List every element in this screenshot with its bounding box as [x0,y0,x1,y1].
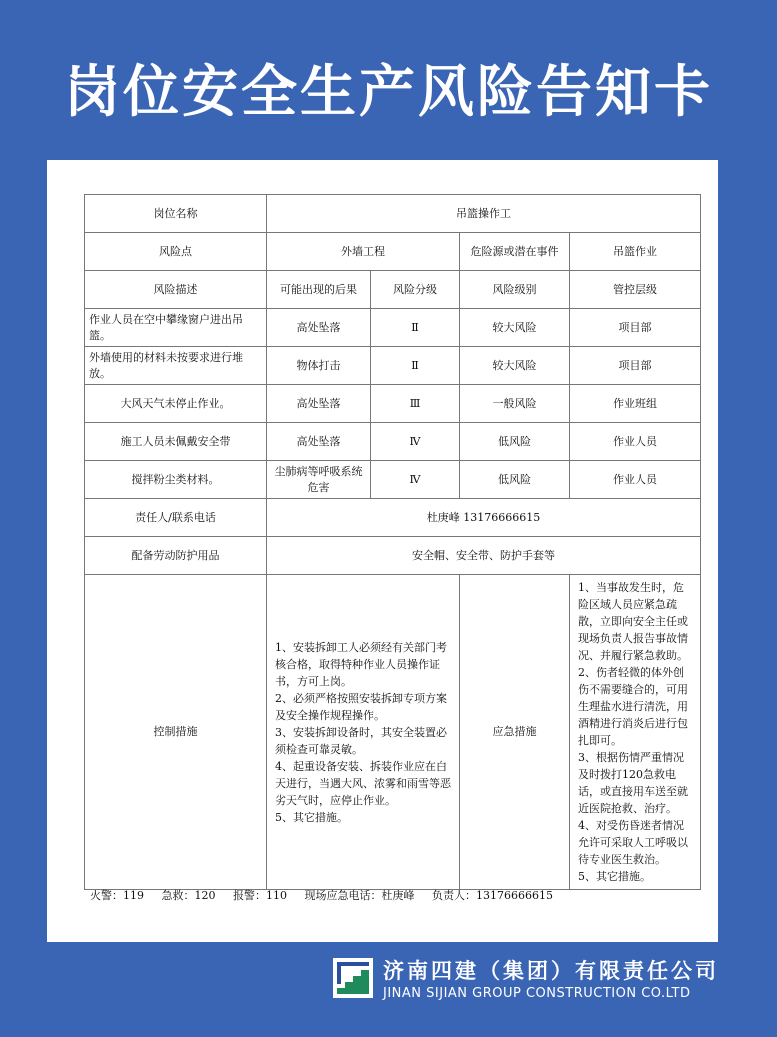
header-grade: 风险分级 [371,271,460,309]
ppe-value: 安全帽、安全带、防护手套等 [267,537,701,575]
emergency-item: 1、当事故发生时，危险区域人员应紧急疏散，立即向安全主任或现场负责人报告事故情况、并履行紧急救助。 [578,581,688,662]
risk-table [84,194,701,890]
risk-result: 物体打击 [267,347,371,385]
risk-desc: 大风天气未停止作业。 [85,385,267,423]
hazard-label: 危险源或潜在事件 [460,233,570,271]
hazard-value: 吊篮作业 [570,233,701,271]
emergency-item: 3、根据伤情严重情况及时拨打120急救电话，或直接用车送至就近医院抢救、治疗。 [578,751,688,815]
risk-grade: Ⅳ [371,423,460,461]
risk-card [47,160,718,942]
risk-grade: Ⅳ [371,461,460,499]
risk-grade: Ⅱ [371,347,460,385]
control-measures [267,575,460,890]
emergency-item: 5、其它措施。 [578,870,651,883]
table-row [85,233,701,271]
risk-control: 项目部 [570,309,701,347]
risk-desc: 外墙使用的材料未按要求进行堆放。 [85,347,267,385]
risk-level: 一般风险 [460,385,570,423]
risk-result: 尘肺病等呼吸系统危害 [267,461,371,499]
header-level: 风险级别 [460,271,570,309]
site-phone: 现场应急电话：杜庚峰 [304,889,415,902]
control-item: 4、起重设备安装、拆装作业应在白天进行，当遇大风、浓雾和雨雪等恶劣天气时，应停止作业。 [275,759,451,807]
risk-result: 高处坠落 [267,309,371,347]
risk-grade: Ⅱ [371,309,460,347]
control-label: 控制措施 [85,575,267,890]
risk-desc: 搅拌粉尘类材料。 [85,461,267,499]
risk-grade: Ⅲ [371,385,460,423]
risk-desc: 施工人员未佩戴安全带 [85,423,267,461]
emergency-item: 4、对受伤昏迷者情况允许可采取人工呼吸以待专业医生救治。 [578,819,688,866]
risk-control: 作业人员 [570,461,701,499]
table-row [85,575,701,890]
emergency-measures [570,575,701,890]
ppe-label: 配备劳动防护用品 [85,537,267,575]
risk-point-label: 风险点 [85,233,267,271]
risk-level: 低风险 [460,461,570,499]
table-row [85,461,701,499]
risk-control: 项目部 [570,347,701,385]
table-header-row [85,271,701,309]
fire-phone: 火警：119 [90,889,144,902]
police-phone: 报警：110 [233,889,287,902]
control-item: 2、必须严格按照安装拆卸专项方案及安全操作规程操作。 [275,691,447,722]
first-aid-phone: 急救：120 [161,889,216,902]
post-label: 岗位名称 [85,195,267,233]
table-row [85,347,701,385]
emergency-label: 应急措施 [460,575,570,890]
company-name-cn: 济南四建（集团）有限责任公司 [383,959,719,983]
control-item: 1、安装拆卸工人必须经有关部门考核合格，取得特种作业人员操作证书，方可上岗。 [275,640,447,688]
risk-level: 较大风险 [460,309,570,347]
table-row [85,309,701,347]
manager-phone: 负责人：13176666615 [432,889,553,902]
table-row [85,195,701,233]
emergency-phone-line [90,887,690,903]
header-result: 可能出现的后果 [267,271,371,309]
risk-desc: 作业人员在空中攀缘窗户进出吊篮。 [85,309,267,347]
table-row [85,499,701,537]
page-title: 岗位安全生产风险告知卡 [64,60,713,125]
table-row [85,385,701,423]
header-control: 管控层级 [570,271,701,309]
control-item: 3、安装拆卸设备时，其安全装置必须检查可靠灵敏。 [275,725,447,756]
table-row [85,423,701,461]
responsible-label: 责任人/联系电话 [85,499,267,537]
risk-point-value: 外墙工程 [267,233,460,271]
company-name-en: JINAN SIJIAN GROUP CONSTRUCTION CO.LTD [383,986,691,1001]
risk-control: 作业班组 [570,385,701,423]
table-row [85,537,701,575]
emergency-item: 2、伤者轻微的体外创伤不需要缝合的，可用生理盐水进行清洗，用酒精进行消炎后进行包扎即可。 [578,666,688,747]
post-value: 吊篮操作工 [267,195,701,233]
risk-result: 高处坠落 [267,385,371,423]
risk-level: 较大风险 [460,347,570,385]
risk-level: 低风险 [460,423,570,461]
risk-control: 作业人员 [570,423,701,461]
responsible-value: 杜庚峰 13176666615 [267,499,701,537]
control-item: 5、其它措施。 [275,810,348,824]
stairs-logo-icon [333,958,373,998]
risk-result: 高处坠落 [267,423,371,461]
header-desc: 风险描述 [85,271,267,309]
